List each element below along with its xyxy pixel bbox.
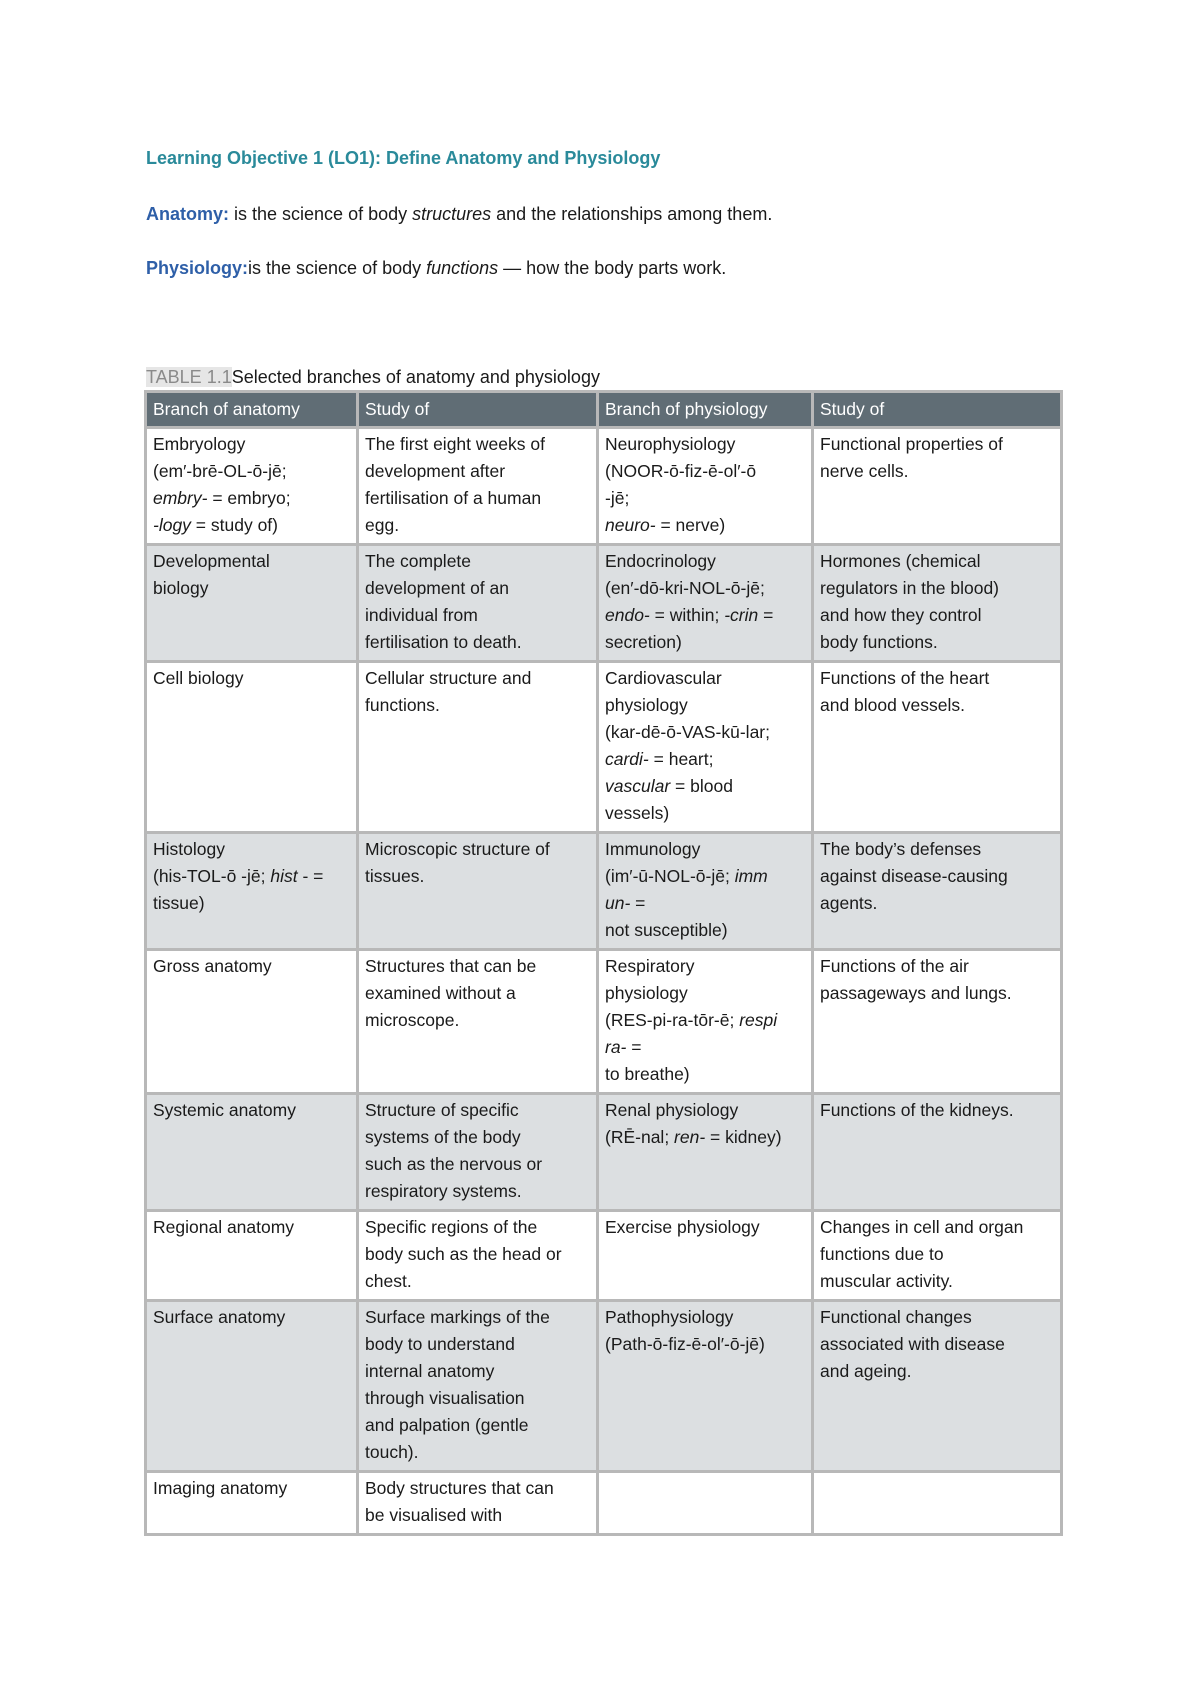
cell-text-line: vascular = blood xyxy=(605,776,733,796)
cell-text-line: Body structures that can xyxy=(365,1478,554,1498)
cell-text-line: ra- = xyxy=(605,1037,642,1057)
cell-text-line: Developmental xyxy=(153,551,270,571)
physiology-text-after: — how the body parts work. xyxy=(498,258,727,278)
cell-text-line: Specific regions of the xyxy=(365,1217,538,1237)
cell-text-line: Endocrinology xyxy=(605,551,716,571)
branch-of-anatomy-cell xyxy=(146,833,358,950)
physiology-emphasis: functions xyxy=(426,258,499,278)
cell-text-line: muscular activity. xyxy=(820,1271,953,1291)
anatomy-study-of-cell xyxy=(358,662,598,833)
cell-text-line: Structures that can be xyxy=(365,956,537,976)
cell-text-line: physiology xyxy=(605,983,688,1003)
cell-text-line: Immunology xyxy=(605,839,701,859)
branch-of-anatomy-cell xyxy=(146,1472,358,1535)
cell-text-line: biology xyxy=(153,578,209,598)
branch-of-physiology-cell xyxy=(598,1301,813,1472)
cell-text-line: Changes in cell and organ xyxy=(820,1217,1024,1237)
cell-text-line: such as the nervous or xyxy=(365,1154,543,1174)
cell-text-line: The first eight weeks of xyxy=(365,434,545,454)
cell-text-line: Surface markings of the xyxy=(365,1307,550,1327)
cell-text-line: touch). xyxy=(365,1442,419,1462)
branch-of-anatomy-cell xyxy=(146,1094,358,1211)
anatomy-text-after: and the relationships among them. xyxy=(491,204,773,224)
anatomy-study-of-cell xyxy=(358,545,598,662)
page-title: Learning Objective 1 (LO1): Define Anatomy and Physiology xyxy=(146,148,661,168)
cell-text-line: Respiratory xyxy=(605,956,695,976)
physiology-study-of-cell xyxy=(813,1472,1062,1535)
cell-text-line: examined without a xyxy=(365,983,516,1003)
branches-table-wrapper xyxy=(144,390,1063,1536)
cell-text-line: Hormones (chemical xyxy=(820,551,981,571)
table-row xyxy=(146,1301,1062,1472)
table-row xyxy=(146,833,1062,950)
cell-text-line: body functions. xyxy=(820,632,938,652)
branch-of-physiology-cell xyxy=(598,428,813,545)
cell-text-line: individual from xyxy=(365,605,478,625)
cell-text-line: neuro- = nerve) xyxy=(605,515,726,535)
table-row xyxy=(146,1094,1062,1211)
cell-text-line: Functions of the kidneys. xyxy=(820,1100,1014,1120)
branch-of-physiology-cell xyxy=(598,662,813,833)
branch-of-anatomy-cell xyxy=(146,545,358,662)
table-row xyxy=(146,662,1062,833)
cell-text-line: and blood vessels. xyxy=(820,695,965,715)
table-row xyxy=(146,950,1062,1094)
cell-text-line: microscope. xyxy=(365,1010,460,1030)
anatomy-study-of-cell xyxy=(358,428,598,545)
cell-text-line: tissues. xyxy=(365,866,425,886)
anatomy-study-of-cell xyxy=(358,1211,598,1301)
cell-text-line: physiology xyxy=(605,695,688,715)
cell-text-line: Cell biology xyxy=(153,668,244,688)
table-body xyxy=(146,428,1062,1535)
anatomy-definition xyxy=(146,204,772,225)
cell-text-line: and palpation (gentle xyxy=(365,1415,529,1435)
cell-text-line: Surface anatomy xyxy=(153,1307,286,1327)
cell-text-line: egg. xyxy=(365,515,400,535)
physiology-study-of-cell xyxy=(813,950,1062,1094)
cell-text-line: associated with disease xyxy=(820,1334,1005,1354)
cell-text-line: Functional properties of xyxy=(820,434,1003,454)
cell-text-line: (em′-brē-OL-ō-jē; xyxy=(153,461,287,481)
anatomy-term: Anatomy: xyxy=(146,204,230,224)
cell-text-line: Functional changes xyxy=(820,1307,972,1327)
cell-text-line: and ageing. xyxy=(820,1361,912,1381)
header-anatomy-study-of: Study of xyxy=(358,392,598,428)
branch-of-anatomy-cell xyxy=(146,428,358,545)
branch-of-anatomy-cell xyxy=(146,662,358,833)
cell-text-line: against disease-causing xyxy=(820,866,1008,886)
physiology-definition xyxy=(146,258,726,279)
cell-text-line: Pathophysiology xyxy=(605,1307,734,1327)
physiology-study-of-cell xyxy=(813,1211,1062,1301)
header-physiology-study-of: Study of xyxy=(813,392,1062,428)
branch-of-physiology-cell xyxy=(598,1472,813,1535)
cell-text-line: The body’s defenses xyxy=(820,839,982,859)
physiology-text-before: is the science of body xyxy=(248,258,427,278)
cell-text-line: and how they control xyxy=(820,605,982,625)
cell-text-line: systems of the body xyxy=(365,1127,521,1147)
cell-text-line: to breathe) xyxy=(605,1064,690,1084)
physiology-study-of-cell xyxy=(813,662,1062,833)
cell-text-line: Cellular structure and xyxy=(365,668,532,688)
table-caption xyxy=(146,367,600,388)
cell-text-line: endo- = within; -crin = xyxy=(605,605,774,625)
cell-text-line: secretion) xyxy=(605,632,682,652)
branch-of-physiology-cell xyxy=(598,1211,813,1301)
cell-text-line: Embryology xyxy=(153,434,246,454)
anatomy-study-of-cell xyxy=(358,833,598,950)
branch-of-physiology-cell xyxy=(598,1094,813,1211)
cell-text-line: functions. xyxy=(365,695,440,715)
cell-text-line: Functions of the air xyxy=(820,956,969,976)
physiology-study-of-cell xyxy=(813,1094,1062,1211)
table-caption-label: TABLE 1.1 xyxy=(146,367,232,387)
cell-text-line: passageways and lungs. xyxy=(820,983,1012,1003)
physiology-study-of-cell xyxy=(813,545,1062,662)
cell-text-line: Imaging anatomy xyxy=(153,1478,288,1498)
cell-text-line: agents. xyxy=(820,893,878,913)
cell-text-line: vessels) xyxy=(605,803,670,823)
cell-text-line: Functions of the heart xyxy=(820,668,990,688)
anatomy-emphasis: structures xyxy=(412,204,492,224)
cell-text-line: embry- = embryo; xyxy=(153,488,291,508)
cell-text-line: (Path-ō-fiz-ē-ol′-ō-jē) xyxy=(605,1334,765,1354)
physiology-study-of-cell xyxy=(813,1301,1062,1472)
cell-text-line: (en′-dō-kri-NOL-ō-jē; xyxy=(605,578,765,598)
physiology-term: Physiology: xyxy=(146,258,249,278)
cell-text-line: functions due to xyxy=(820,1244,944,1264)
anatomy-text-before: is the science of body xyxy=(229,204,413,224)
anatomy-study-of-cell xyxy=(358,1301,598,1472)
cell-text-line: not susceptible) xyxy=(605,920,728,940)
cell-text-line: The complete xyxy=(365,551,472,571)
cell-text-line: (NOOR-ō-fiz-ē-ol′-ō xyxy=(605,461,757,481)
cell-text-line: be visualised with xyxy=(365,1505,503,1525)
cell-text-line: Microscopic structure of xyxy=(365,839,550,859)
cell-text-line: Gross anatomy xyxy=(153,956,272,976)
cell-text-line: body to understand xyxy=(365,1334,515,1354)
cell-text-line: -logy = study of) xyxy=(153,515,278,535)
anatomy-study-of-cell xyxy=(358,1094,598,1211)
cell-text-line: Histology xyxy=(153,839,225,859)
cell-text-line: nerve cells. xyxy=(820,461,909,481)
cell-text-line: fertilisation to death. xyxy=(365,632,522,652)
branch-of-physiology-cell xyxy=(598,833,813,950)
cell-text-line: fertilisation of a human xyxy=(365,488,542,508)
anatomy-study-of-cell xyxy=(358,950,598,1094)
cell-text-line: tissue) xyxy=(153,893,205,913)
cell-text-line: Regional anatomy xyxy=(153,1217,295,1237)
branch-of-anatomy-cell xyxy=(146,1211,358,1301)
branch-of-anatomy-cell xyxy=(146,1301,358,1472)
cell-text-line: development of an xyxy=(365,578,509,598)
cell-text-line: through visualisation xyxy=(365,1388,525,1408)
table-row xyxy=(146,428,1062,545)
cell-text-line: cardi- = heart; xyxy=(605,749,714,769)
cell-text-line: Structure of specific xyxy=(365,1100,519,1120)
cell-text-line: respiratory systems. xyxy=(365,1181,522,1201)
cell-text-line: -jē; xyxy=(605,488,630,508)
cell-text-line: (RĒ-nal; ren- = kidney) xyxy=(605,1127,782,1147)
cell-text-line: (his-TOL-ō -jē; hist - = xyxy=(153,866,324,886)
header-branch-of-anatomy: Branch of anatomy xyxy=(146,392,358,428)
branch-of-physiology-cell xyxy=(598,545,813,662)
branch-of-anatomy-cell xyxy=(146,950,358,1094)
anatomy-study-of-cell xyxy=(358,1472,598,1535)
branches-table xyxy=(144,390,1063,1536)
cell-text-line: Cardiovascular xyxy=(605,668,722,688)
cell-text-line: Exercise physiology xyxy=(605,1217,760,1237)
table-row xyxy=(146,1472,1062,1535)
cell-text-line: (im′-ū-NOL-ō-jē; imm xyxy=(605,866,768,886)
table-caption-text: Selected branches of anatomy and physiology xyxy=(231,367,600,387)
cell-text-line: (kar-dē-ō-VAS-kū-lar; xyxy=(605,722,770,742)
cell-text-line: Systemic anatomy xyxy=(153,1100,296,1120)
physiology-study-of-cell xyxy=(813,428,1062,545)
table-row xyxy=(146,1211,1062,1301)
cell-text-line: chest. xyxy=(365,1271,412,1291)
cell-text-line: regulators in the blood) xyxy=(820,578,999,598)
cell-text-line: development after xyxy=(365,461,506,481)
cell-text-line: (RES-pi-ra-tōr-ē; respi xyxy=(605,1010,778,1030)
branch-of-physiology-cell xyxy=(598,950,813,1094)
cell-text-line: internal anatomy xyxy=(365,1361,495,1381)
cell-text-line: Neurophysiology xyxy=(605,434,736,454)
cell-text-line: body such as the head or xyxy=(365,1244,562,1264)
physiology-study-of-cell xyxy=(813,833,1062,950)
header-branch-of-physiology: Branch of physiology xyxy=(598,392,813,428)
table-header-row xyxy=(146,392,1062,428)
table-row xyxy=(146,545,1062,662)
cell-text-line: un- = xyxy=(605,893,646,913)
cell-text-line: Renal physiology xyxy=(605,1100,739,1120)
